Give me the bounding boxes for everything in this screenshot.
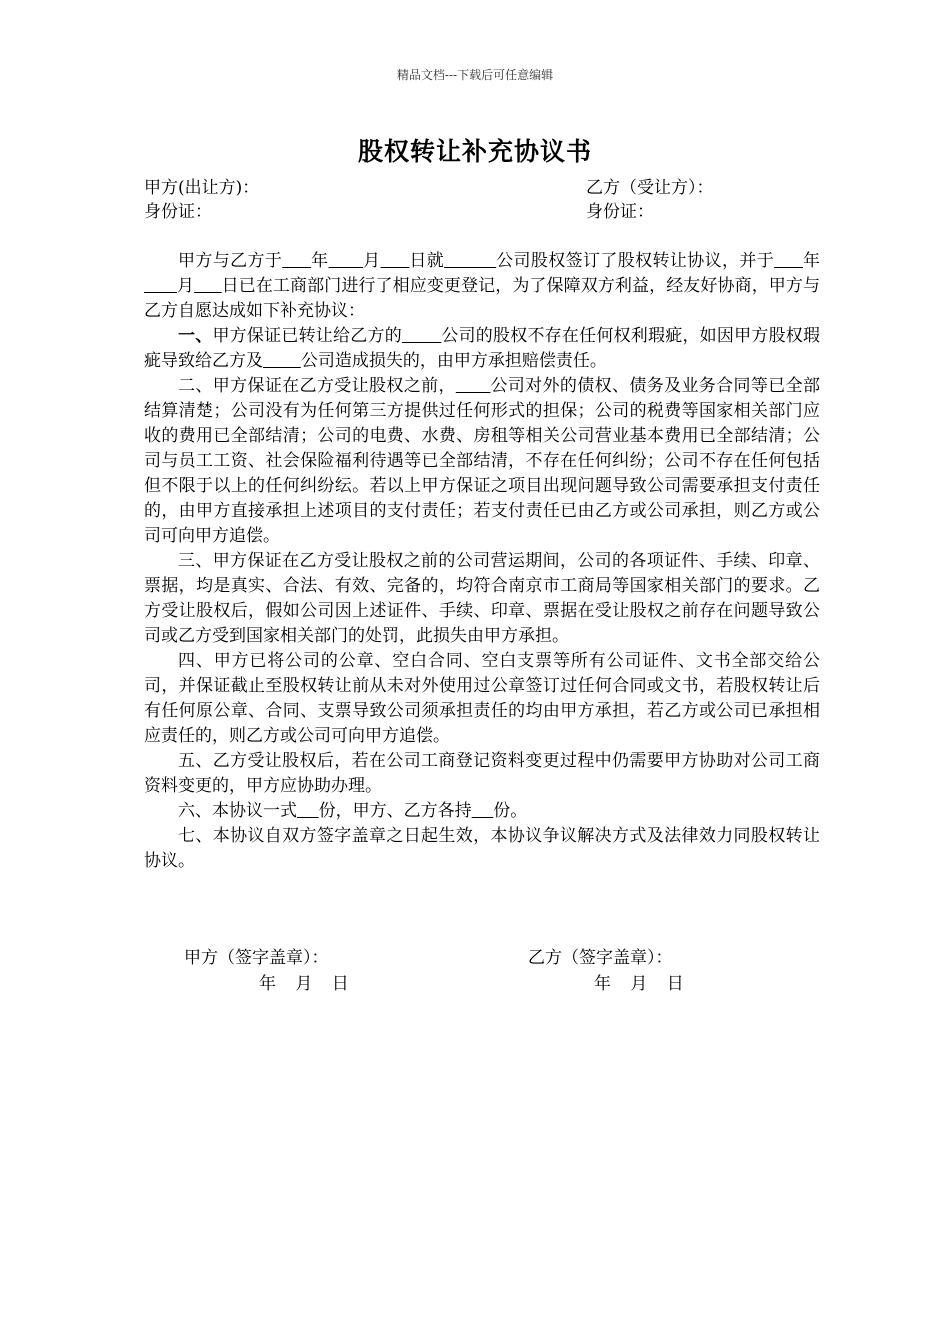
blank-field [444,251,496,271]
party-b-id-label: 身份证： [586,202,654,222]
intro-text: 日就 [409,251,445,271]
clause-6 [144,799,820,824]
clause-7: 七、本协议自双方签字盖章之日起生效，本协议争议解决方式及法律效力同股权转让协议。 [144,826,820,871]
clause-text: 六、本协议一式 [178,801,297,821]
clause-3: 三、甲方保证在乙方受让股权之前的公司营运期间，公司的各项证件、手续、印章、票据，均是真实、合法、有效、完备的，均符合南京市工商局等国家相关部门的要求。乙方受让股权后，假如公司因上述证件、手续、印章、票据在受让股权之前存在问题导致公司或乙方受到国家相关部门的处罚，此损失由甲方承担。 [144,551,820,646]
clause-text: 公司对外的债权、债务及业务合同等已全部结算清楚；公司没有为任何第三方提供过任何形式的担保；公司的税费等国家相关部门应收的费用已全部结清；公司的电费、水费、房租等相关公司营业基本费用已全部结清；公司与员工工资、社会保险福利待遇等已全部结清，不存在任何纠纷；公司不存在任何包括但不限于以上的任何纠纷纭。若以上甲方保证之项目出现问题导致公司需要承担支付责任的，由甲方直接承担上述项目的支付责任；若支付责任已由乙方或公司承担，则乙方或公司可向甲方追偿。 [144,376,820,546]
blank-field [329,251,364,271]
party-b-label: 乙方（受让方）： [586,178,714,198]
blank-field [381,251,410,271]
blank-field [194,276,222,296]
blank-field [402,326,441,346]
clause-1 [144,324,820,374]
clause-2 [144,374,820,549]
blank-field [774,251,803,271]
blank-field [144,276,177,296]
intro-text: 年 [803,251,820,271]
party-a-id-label: 身份证： [144,202,212,222]
blank-field [282,251,311,271]
intro-paragraph [144,249,820,324]
document-title: 股权转让补充协议书 [357,137,592,166]
party-a-date: 年 月 日 [259,974,349,994]
party-a-label: 甲方(出让方)： [144,178,260,198]
intro-text: 月 [363,251,381,271]
signature-row [184,945,824,971]
intro-text: 年 [311,251,329,271]
party-b-date: 年 月 日 [594,974,684,994]
blank-field [472,801,494,821]
agreement-body [144,249,820,874]
intro-text: 月 [177,276,195,296]
clause-text: 公司造成损失的，由甲方承担赔偿责任。 [300,351,607,371]
clause-text: 二、甲方保证在乙方受让股权之前， [178,376,456,396]
intro-text: 日已在工商部门进行了相应变更登记，为了保障双方利益，经友好协商，甲方与乙方自愿达成如下补充协议： [144,276,820,321]
clause-text: 甲方保证已转让给乙方的 [212,326,402,346]
header-note: 精品文档---下载后可任意编辑 [396,68,554,82]
clause-text: 份。 [493,801,528,821]
clause-5: 五、乙方受让股权后，若在公司工商登记资料变更过程中仍需要甲方协助对公司工商资料变更的，甲方应协助办理。 [144,751,820,796]
blank-field [297,801,319,821]
party-row-names [144,176,824,200]
clause-number: 一、 [178,326,213,346]
clause-4: 四、甲方已将公司的公章、空白合同、空白支票等所有公司证件、文书全部交给公司，并保证截止至股权转让前从未对外使用过公章签订过任何合同或文书，若股权转让后有任何原公章、合同、支票导致公司须承担责任的均由甲方承担，若乙方或公司已承担相应责任的，则乙方或公司可向甲方追偿。 [144,651,820,746]
intro-text: 公司股权签订了股权转让协议，并于 [496,251,775,271]
blank-field [263,351,301,371]
party-row-ids [144,200,824,224]
clause-text: 公司的股权不存在任何权利瑕疵，如因甲方股权瑕疵导致给乙方及 [144,326,821,371]
intro-text: 甲方与乙方于 [178,251,283,271]
party-a-signature-label: 甲方（签字盖章）： [184,948,329,968]
clause-text: 份，甲方、乙方各持 [318,801,472,821]
party-b-signature-label: 乙方（签字盖章）： [528,948,673,968]
blank-field [456,376,491,396]
